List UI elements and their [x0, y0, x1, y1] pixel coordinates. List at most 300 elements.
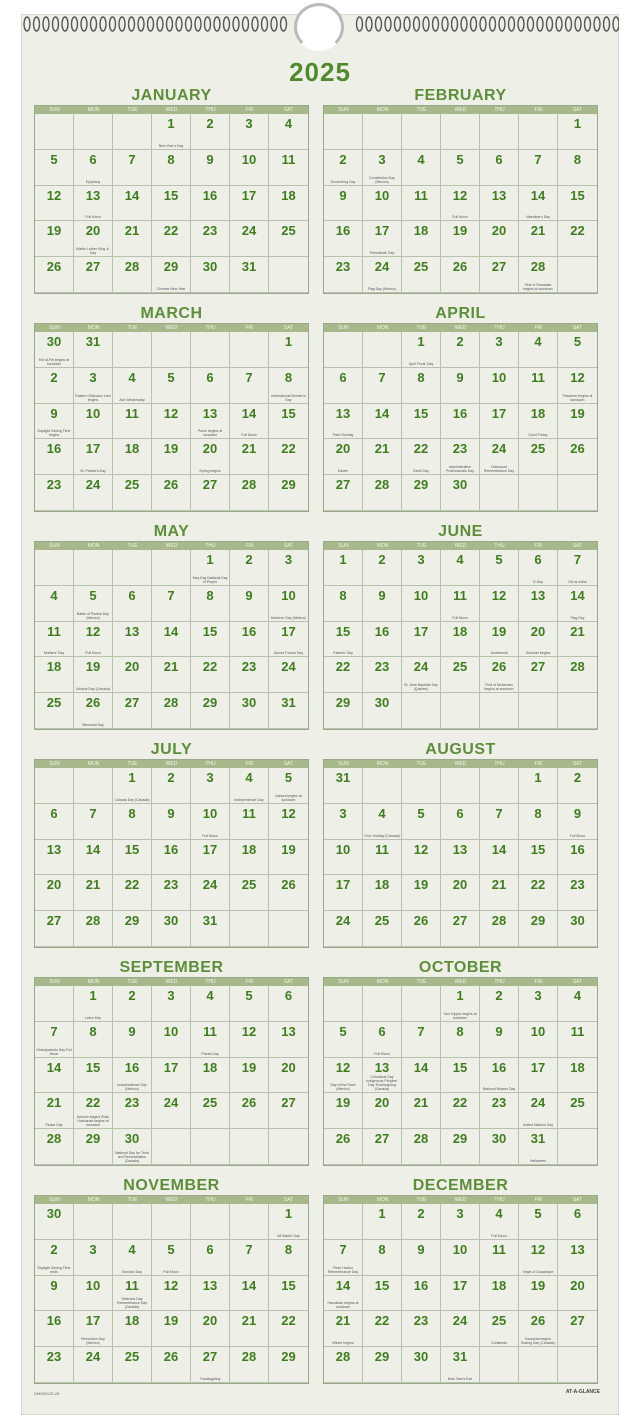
day-cell [152, 186, 191, 222]
day-number: 10 [85, 405, 101, 421]
day-number: 10 [163, 1023, 179, 1039]
day-number: 27 [530, 659, 546, 675]
day-number: 2 [167, 770, 175, 785]
day-cell [74, 875, 113, 911]
day-cell [191, 368, 230, 404]
day-cell [558, 550, 597, 586]
month-name: DECEMBER [412, 1177, 509, 1194]
weekday-header: WED [152, 542, 191, 550]
day-number: 18 [374, 877, 390, 893]
day-cell [269, 1022, 308, 1058]
day-cell [558, 768, 597, 804]
day-number: 6 [339, 369, 347, 385]
day-number: 17 [491, 405, 507, 421]
day-number: 29 [452, 1131, 468, 1147]
weekday-header: SUN [324, 542, 363, 550]
day-number: 30 [202, 259, 218, 275]
day-number: 30 [570, 913, 585, 929]
day-number: 24 [85, 1349, 101, 1365]
day-cell [363, 186, 402, 222]
day-cell [35, 1276, 74, 1312]
holiday-note: Day of the Race (Mexico) [330, 1083, 356, 1092]
day-number: 4 [456, 552, 464, 567]
day-number: 16 [413, 1277, 429, 1293]
day-number: 22 [202, 659, 218, 675]
weekday-header: THU [480, 106, 519, 114]
day-cell [74, 475, 113, 511]
day-number: 10 [335, 841, 351, 857]
month-october [323, 959, 598, 1166]
day-number: 6 [206, 369, 214, 385]
day-cell [519, 1311, 558, 1347]
day-number: 20 [374, 1095, 390, 1111]
day-cell [74, 1093, 113, 1129]
weekday-header: SUN [324, 324, 363, 332]
holiday-note: First of Ramadan begins at sundown [523, 282, 553, 291]
day-cell [441, 840, 480, 876]
day-number: 26 [85, 695, 101, 711]
day-number: 8 [89, 1023, 97, 1039]
day-number: 2 [456, 334, 464, 349]
month-name: AUGUST [425, 741, 496, 758]
day-cell [113, 1347, 152, 1383]
day-cell [35, 439, 74, 475]
holiday-note: Full Moon [452, 615, 468, 620]
day-cell [191, 840, 230, 876]
day-cell [558, 986, 597, 1022]
day-number: 1 [89, 988, 97, 1003]
day-number: 29 [124, 913, 140, 929]
day-cell [519, 550, 558, 586]
holiday-note: First of Muharram begins at sundown [484, 683, 514, 692]
weekday-header: TUE [402, 760, 441, 768]
day-number: 2 [573, 770, 582, 785]
day-cell [480, 221, 519, 257]
day-number: 28 [335, 1349, 351, 1365]
day-number: 15 [413, 405, 429, 421]
day-cell [402, 768, 441, 804]
day-number: 6 [456, 805, 464, 821]
day-cell [152, 332, 191, 368]
day-number: 19 [413, 877, 429, 893]
day-cell [152, 1204, 191, 1240]
day-cell [402, 1058, 441, 1094]
day-number: 23 [335, 259, 351, 275]
day-number: 16 [46, 441, 62, 457]
day-cell [269, 1129, 308, 1165]
day-number: 12 [85, 623, 101, 639]
day-cell [324, 186, 363, 222]
weekday-header: FRI [230, 542, 269, 550]
day-cell [269, 622, 308, 658]
day-number: 1 [378, 1206, 386, 1221]
day-number: 29 [163, 259, 179, 275]
day-number: 15 [202, 623, 218, 639]
day-number: 25 [570, 1095, 585, 1111]
day-number: 19 [452, 223, 468, 239]
day-cell [74, 693, 113, 729]
day-cell [441, 804, 480, 840]
day-number: 13 [202, 405, 218, 421]
holiday-note: Kwanzaa begins Boxing Day (Canada) [521, 1337, 555, 1346]
day-number: 18 [452, 623, 468, 639]
day-cell [402, 693, 441, 729]
day-cell [230, 150, 269, 186]
day-number: 3 [284, 552, 293, 567]
weekday-header: TUE [113, 1196, 152, 1204]
day-number: 1 [284, 1206, 293, 1221]
holiday-note: Full Moon [452, 215, 468, 220]
day-cell [113, 1240, 152, 1276]
weekday-header: MON [74, 978, 113, 986]
day-cell [152, 404, 191, 440]
day-cell [324, 1347, 363, 1383]
weekday-header: SUN [324, 106, 363, 114]
day-number: 28 [491, 913, 507, 929]
day-cell [363, 150, 402, 186]
day-cell [152, 475, 191, 511]
day-cell [558, 186, 597, 222]
day-number: 3 [495, 334, 503, 349]
day-number: 29 [413, 477, 429, 493]
day-number: 24 [335, 913, 351, 929]
day-number: 13 [530, 587, 546, 603]
day-cell [230, 911, 269, 947]
day-number: 29 [374, 1349, 390, 1365]
month-december [323, 1177, 598, 1384]
day-number: 19 [491, 623, 507, 639]
day-cell [113, 221, 152, 257]
day-number: 26 [335, 1131, 351, 1147]
day-cell [363, 221, 402, 257]
day-number: 12 [452, 187, 468, 203]
day-cell [74, 911, 113, 947]
day-cell [113, 768, 152, 804]
day-number: 25 [202, 1095, 218, 1111]
holiday-note: New Year's Day [158, 143, 184, 148]
day-number: 17 [163, 1059, 179, 1075]
day-number: 3 [456, 1206, 464, 1221]
day-number: 12 [163, 1277, 179, 1293]
month-june [323, 523, 598, 730]
day-cell [74, 986, 113, 1022]
holiday-note: Mothers' Day (Mexico) [271, 615, 306, 620]
day-cell [230, 404, 269, 440]
day-cell [230, 804, 269, 840]
day-number: 7 [378, 369, 386, 385]
day-cell [402, 1093, 441, 1129]
day-cell [558, 1129, 597, 1165]
day-number: 13 [452, 841, 468, 857]
day-number: 20 [530, 623, 546, 639]
day-number: 15 [452, 1059, 468, 1075]
day-cell [230, 1311, 269, 1347]
weekday-header: SAT [558, 1196, 597, 1204]
weekday-header: TUE [113, 324, 152, 332]
day-cell [402, 586, 441, 622]
day-cell [519, 475, 558, 511]
day-cell [519, 768, 558, 804]
weekday-header: THU [191, 978, 230, 986]
day-number: 19 [335, 1095, 351, 1111]
day-cell [363, 332, 402, 368]
holiday-note: Canada Day (Canada) [114, 797, 150, 802]
day-cell [35, 1129, 74, 1165]
day-number: 1 [167, 116, 175, 131]
day-cell [269, 550, 308, 586]
day-cell [269, 114, 308, 150]
day-number: 22 [281, 441, 296, 457]
day-cell [113, 257, 152, 293]
day-cell [269, 332, 308, 368]
day-cell [113, 475, 152, 511]
day-cell [269, 1240, 308, 1276]
weekday-header: FRI [230, 324, 269, 332]
day-cell [113, 693, 152, 729]
day-cell [441, 657, 480, 693]
weekday-header: THU [480, 978, 519, 986]
day-cell [480, 1093, 519, 1129]
day-cell [402, 186, 441, 222]
day-number: 29 [530, 913, 546, 929]
weekday-header: WED [152, 1196, 191, 1204]
day-cell [441, 1276, 480, 1312]
day-cell [269, 368, 308, 404]
day-number: 10 [530, 1023, 546, 1039]
day-number: 9 [573, 805, 582, 821]
day-cell [152, 1093, 191, 1129]
day-number: 18 [491, 1277, 507, 1293]
day-cell [74, 114, 113, 150]
day-number: 12 [46, 187, 62, 203]
day-cell [519, 1347, 558, 1383]
weekday-header: WED [152, 324, 191, 332]
day-number: 8 [378, 1241, 386, 1257]
day-number: 5 [417, 805, 425, 821]
holiday-note: Holocaust Remembrance Day [483, 465, 515, 474]
day-number: 18 [124, 441, 140, 457]
day-cell [558, 221, 597, 257]
day-number: 16 [491, 1059, 507, 1075]
weekday-header: FRI [230, 760, 269, 768]
day-number: 22 [124, 877, 140, 893]
holiday-note: Daylight Saving Time ends [37, 1265, 71, 1274]
day-cell [230, 368, 269, 404]
holiday-note: Groundhog Day [330, 179, 356, 184]
day-cell [558, 911, 597, 947]
holiday-note: Pearl Harbor Remembrance Day [327, 1265, 359, 1274]
day-number: 3 [167, 988, 175, 1003]
day-number: 21 [530, 223, 546, 239]
day-number: 4 [417, 151, 425, 167]
day-cell [363, 550, 402, 586]
day-cell [269, 186, 308, 222]
day-cell [480, 1276, 519, 1312]
day-number: 30 [163, 913, 179, 929]
day-number: 17 [452, 1277, 468, 1293]
holiday-note: Ashura begins at sundown [275, 793, 302, 802]
holiday-note: Summer begins [525, 651, 551, 656]
day-cell [402, 1022, 441, 1058]
day-number: 30 [374, 695, 390, 711]
day-cell [441, 404, 480, 440]
day-number: 9 [456, 369, 464, 385]
day-cell [191, 221, 230, 257]
weekday-header: THU [191, 324, 230, 332]
day-cell [558, 840, 597, 876]
day-cell [441, 1311, 480, 1347]
month-grid [323, 105, 598, 294]
holiday-note: Valentine's Day [526, 215, 550, 220]
day-number: 14 [530, 187, 546, 203]
day-number: 15 [281, 1277, 296, 1293]
day-cell [519, 840, 558, 876]
day-cell [269, 986, 308, 1022]
day-cell [74, 1240, 113, 1276]
day-cell [152, 1240, 191, 1276]
holiday-note: Eid al-Adha [568, 579, 587, 584]
day-cell [441, 1204, 480, 1240]
day-number: 10 [413, 587, 429, 603]
day-number: 13 [124, 623, 140, 639]
day-number: 7 [128, 151, 136, 167]
day-number: 31 [85, 334, 101, 349]
day-cell [558, 475, 597, 511]
day-cell [269, 840, 308, 876]
day-cell [230, 1347, 269, 1383]
day-number: 14 [413, 1059, 429, 1075]
day-cell [191, 804, 230, 840]
day-number: 12 [281, 805, 296, 821]
day-cell [558, 1204, 597, 1240]
day-number: 22 [163, 223, 179, 239]
day-cell [191, 186, 230, 222]
weekday-header: WED [152, 978, 191, 986]
day-number: 11 [492, 1241, 506, 1257]
day-cell [35, 804, 74, 840]
day-cell [363, 657, 402, 693]
day-number: 1 [417, 334, 425, 349]
day-number: 28 [530, 259, 546, 275]
day-number: 14 [163, 623, 179, 639]
day-number: 20 [452, 877, 468, 893]
day-cell [74, 657, 113, 693]
day-number: 5 [284, 770, 293, 785]
day-cell [230, 186, 269, 222]
day-number: 6 [534, 552, 542, 567]
day-number: 22 [530, 877, 546, 893]
day-number: 23 [413, 1313, 429, 1329]
weekday-header: FRI [519, 106, 558, 114]
weekday-header: SAT [558, 760, 597, 768]
weekday-header: SUN [324, 978, 363, 986]
day-number: 20 [335, 441, 351, 457]
month-name: SEPTEMBER [119, 959, 224, 976]
day-cell [113, 404, 152, 440]
holiday-note: April Fools' Day [408, 361, 434, 366]
day-number: 5 [50, 151, 58, 167]
day-cell [35, 1093, 74, 1129]
weekday-header: MON [74, 542, 113, 550]
day-cell [74, 1204, 113, 1240]
day-cell [191, 1093, 230, 1129]
day-cell [324, 114, 363, 150]
day-number: 20 [85, 223, 101, 239]
day-cell [558, 657, 597, 693]
day-number: 30 [491, 1131, 507, 1147]
day-number: 31 [335, 770, 351, 785]
day-number: 18 [413, 223, 429, 239]
day-number: 31 [452, 1349, 468, 1365]
day-number: 21 [163, 659, 179, 675]
day-number: 3 [339, 805, 347, 821]
day-number: 15 [163, 187, 179, 203]
holiday-note: Full Moon [569, 833, 586, 838]
day-cell [402, 1311, 441, 1347]
day-number: 23 [491, 1095, 507, 1111]
day-cell [324, 439, 363, 475]
month-name: FEBRUARY [414, 87, 507, 104]
day-number: 25 [413, 259, 429, 275]
day-cell [230, 986, 269, 1022]
day-number: 10 [374, 187, 390, 203]
day-number: 8 [284, 1241, 293, 1257]
month-grid [323, 1195, 598, 1384]
day-number: 16 [570, 841, 585, 857]
day-cell [558, 1058, 597, 1094]
day-cell [324, 986, 363, 1022]
month-grid [34, 1195, 309, 1384]
day-number: 23 [241, 659, 257, 675]
day-cell [113, 1022, 152, 1058]
day-cell [113, 1093, 152, 1129]
day-cell [35, 404, 74, 440]
day-number: 4 [284, 116, 293, 131]
day-cell [152, 840, 191, 876]
day-cell [269, 1093, 308, 1129]
day-cell [191, 332, 230, 368]
hanger-hook [294, 3, 344, 51]
day-number: 7 [50, 1023, 58, 1039]
day-cell [402, 150, 441, 186]
day-cell [230, 693, 269, 729]
day-number: 5 [534, 1206, 542, 1221]
day-number: 13 [85, 187, 101, 203]
day-cell [74, 1129, 113, 1165]
day-cell [113, 804, 152, 840]
day-cell [152, 1058, 191, 1094]
day-cell [519, 1276, 558, 1312]
day-cell [152, 657, 191, 693]
day-cell [480, 1129, 519, 1165]
day-number: 9 [245, 587, 253, 603]
day-number: 29 [202, 695, 218, 711]
day-cell [519, 404, 558, 440]
weekday-header: WED [441, 978, 480, 986]
day-cell [363, 368, 402, 404]
holiday-note: Grandparents Day Full Moon [36, 1047, 72, 1056]
day-cell [441, 114, 480, 150]
day-number: 15 [570, 187, 585, 203]
day-cell [35, 875, 74, 911]
day-number: 21 [413, 1095, 429, 1111]
day-number: 1 [339, 552, 347, 567]
day-number: 11 [242, 805, 256, 821]
day-cell [519, 332, 558, 368]
day-cell [324, 221, 363, 257]
day-cell [324, 840, 363, 876]
day-cell [324, 150, 363, 186]
